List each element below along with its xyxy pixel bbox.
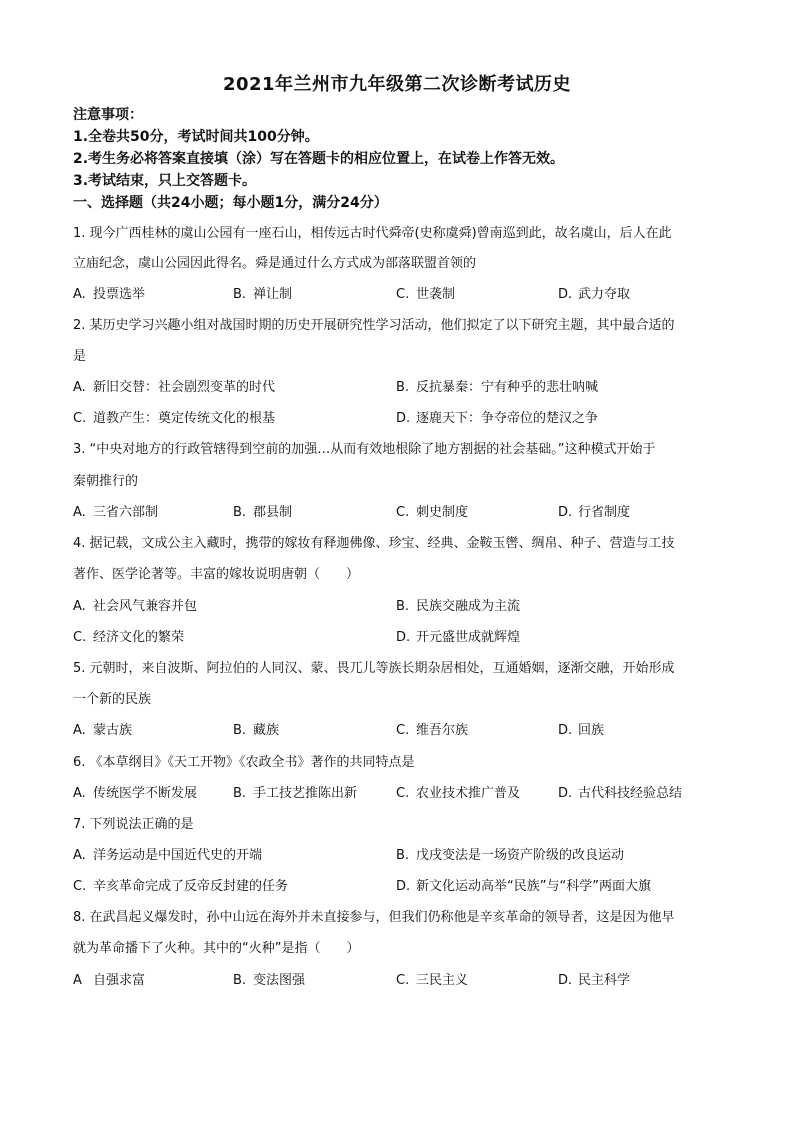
option-a: A. 投票选举 <box>73 287 146 302</box>
question-text: 3. “中央对地方的行政管辖得到空前的加强…从而有效地根除了地方割据的社会基础。”这种模式开始于 <box>73 442 656 457</box>
notice-heading: 注意事项： <box>73 107 143 123</box>
option-d: D. 逐鹿天下：争夺帝位的楚汉之争 <box>396 411 599 426</box>
option-d: D. 古代科技经验总结 <box>558 786 683 801</box>
option-b: B. 反抗暴秦：宁有种乎的悲壮呐喊 <box>396 380 599 395</box>
option-a: A. 新旧交替：社会剧烈变革的时代 <box>73 380 276 395</box>
notice-item: 1.全卷共50分，考试时间共100分钟。 <box>73 129 319 145</box>
option-a: A. 洋务运动是中国近代史的开端 <box>73 848 263 863</box>
option-b: B. 戊戌变法是一场资产阶级的改良运动 <box>396 848 625 863</box>
notice-block <box>73 104 733 214</box>
question-text: 1. 现今广西桂林的虞山公园有一座石山，相传远古时代舜帝(史称虞舜)曾南巡到此，故名虞山，后人在此 <box>73 226 672 241</box>
option-d: D. 行省制度 <box>558 505 631 520</box>
option-b: B. 手工技艺推陈出新 <box>233 786 358 801</box>
option-b: B. 民族交融成为主流 <box>396 599 521 614</box>
option-c: C. 道教产生：奠定传统文化的根基 <box>73 411 276 426</box>
option-c: C. 农业技术推广普及 <box>396 786 521 801</box>
option-d: D. 回族 <box>558 723 605 738</box>
option-c: C. 三民主义 <box>396 973 469 988</box>
question-text: 著作、医学论著等。丰富的嫁妆说明唐朝（ ） <box>73 567 360 582</box>
question-text: 是 <box>73 349 87 364</box>
option-c: C. 辛亥革命完成了反帝反封建的任务 <box>73 879 289 894</box>
option-c: C. 维吾尔族 <box>396 723 469 738</box>
notice-item: 3.考试结束，只上交答题卡。 <box>73 173 257 189</box>
section-heading: 一、选择题（共24小题；每小题1分，满分24分） <box>73 195 388 211</box>
option-c: C. 世袭制 <box>396 287 456 302</box>
option-a: A. 传统医学不断发展 <box>73 786 198 801</box>
option-b: B. 藏族 <box>233 723 280 738</box>
option-c: C. 刺史制度 <box>396 505 469 520</box>
option-a: A. 蒙古族 <box>73 723 133 738</box>
question-text: 4. 据记载，文成公主入藏时，携带的嫁妆有释迦佛像、珍宝、经典、金鞍玉辔、绸帛、种子、营造与工技 <box>73 536 675 551</box>
option-d: D. 武力夺取 <box>558 287 631 302</box>
option-a: A. 社会风气兼容并包 <box>73 599 198 614</box>
option-d: D. 开元盛世成就辉煌 <box>396 630 521 645</box>
option-a: A 自强求富 <box>73 973 146 988</box>
question-text: 6. 《本草纲目》《天工开物》《农政全书》著作的共同特点是 <box>73 755 415 770</box>
option-b: B. 郡县制 <box>233 505 293 520</box>
option-a: A. 三省六部制 <box>73 505 159 520</box>
question-text: 就为革命播下了火种。其中的“火种”是指（ ） <box>73 941 360 956</box>
question-text: 5. 元朝时，来自波斯、阿拉伯的人同汉、蒙、畏兀儿等族长期杂居相处，互通婚姻，逐渐交融，开始形成 <box>73 661 675 676</box>
notice-item: 2.考生务必将答案直接填（涂）写在答题卡的相应位置上，在试卷上作答无效。 <box>73 151 565 167</box>
question-text: 立庙纪念，虞山公园因此得名。舜是通过什么方式成为部落联盟首领的 <box>73 256 477 271</box>
question-text: 7. 下列说法正确的是 <box>73 817 194 832</box>
option-b: B. 禅让制 <box>233 287 293 302</box>
question-text: 秦朝推行的 <box>73 474 139 489</box>
page-title: 2021年兰州市九年级第二次诊断考试历史 <box>222 74 572 95</box>
option-d: D. 新文化运动高举“民族”与“科学”两面大旗 <box>396 879 651 894</box>
option-d: D. 民主科学 <box>558 973 631 988</box>
question-text: 2. 某历史学习兴趣小组对战国时期的历史开展研究性学习活动，他们拟定了以下研究主题，其中最合适的 <box>73 318 675 333</box>
question-text: 8. 在武昌起义爆发时，孙中山远在海外并未直接参与，但我们仍称他是辛亥革命的领导者，这是因为他早 <box>73 910 675 925</box>
option-b: B. 变法图强 <box>233 973 306 988</box>
question-text: 一个新的民族 <box>73 692 152 707</box>
option-c: C. 经济文化的繁荣 <box>73 630 185 645</box>
